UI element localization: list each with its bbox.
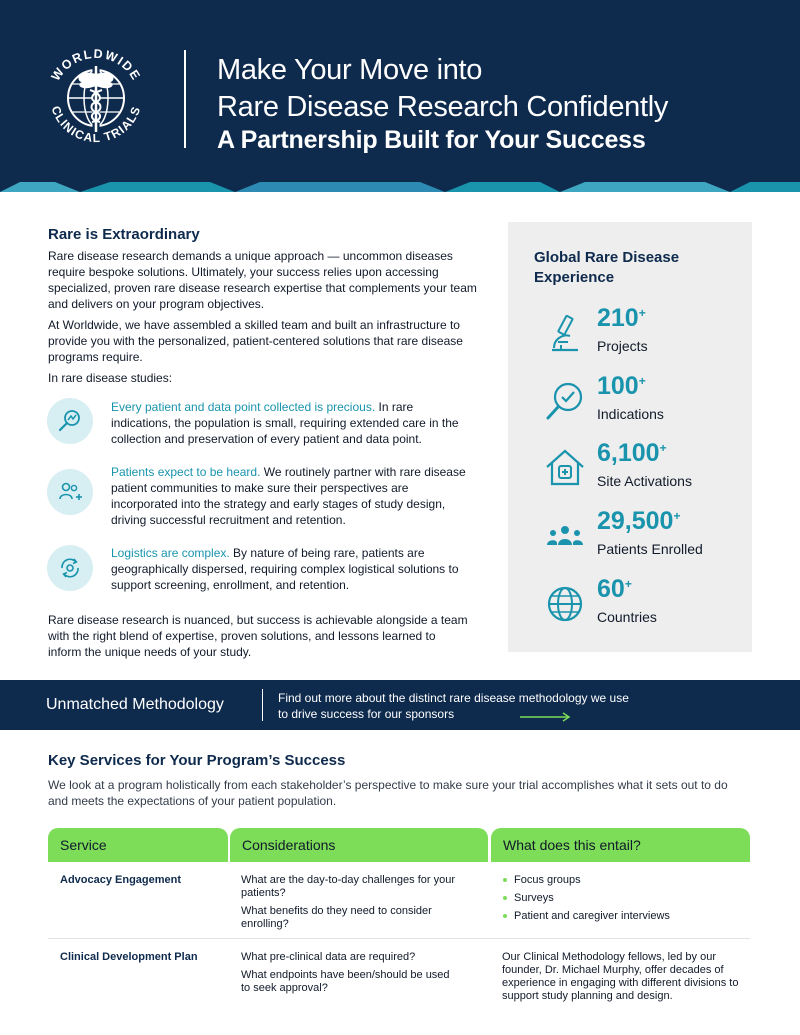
magnifier-chart-icon (47, 398, 93, 444)
bullet-2-text: We routinely partner with rare disease patient communities to make sure their perspectives are incorporated into the strategy and early stages of study design, driving successful recruitment and retention. (111, 465, 466, 527)
intro-paragraph-3: In rare disease studies: (48, 371, 173, 385)
stats-title: Global Rare Disease Experience (534, 249, 680, 286)
title-line-2: Rare Disease Research Confidently (217, 91, 669, 123)
row-2-consideration-1: What pre-clinical data are required? (241, 951, 416, 963)
stat-projects-label: Projects (597, 338, 648, 354)
row-1-considerations (241, 874, 461, 931)
stat-countries (508, 575, 752, 635)
page-subtitle: A Partnership Built for Your Success (217, 126, 646, 154)
stat-projects-value: 210+ (597, 304, 646, 332)
logistics-cycle-icon (47, 545, 93, 591)
table-row-divider (48, 938, 750, 939)
services-intro: We look at a program holistically from each stakeholder’s perspective to make sure your trial accomplishes what it sets out to do and meets the expectations of your patient population. (48, 778, 728, 808)
stat-site-activations (508, 439, 752, 499)
bullet-1-lead: Every patient and data point collected is precious. (111, 400, 376, 414)
title-line-1: Make Your Move into (217, 54, 483, 86)
bullet-3 (111, 545, 471, 593)
table-header-considerations: Considerations (230, 828, 488, 862)
stat-countries-label: Countries (597, 609, 657, 625)
page-header (0, 0, 800, 192)
bullet-1-text: In rare indications, the population is small, requiring extended care in the collection and preservation of every patient and data point. (111, 400, 459, 446)
stat-indications-value: 100+ (597, 372, 646, 400)
row-1-consideration-2: What benefits do they need to consider enrolling? (241, 905, 432, 930)
stat-patients-enrolled-label: Patients Enrolled (597, 541, 703, 557)
row-2-consideration-2: What endpoints have been/should be used to seek approval? (241, 969, 450, 994)
intro-closing: Rare disease research is nuanced, but success is achievable alongside a team with the right blend of expertise, proven solutions, and lessons learned to inform the unique needs of your study. (48, 613, 468, 659)
table-header-entail: What does this entail? (491, 828, 750, 862)
row-1-entail-list (502, 874, 742, 928)
intro-paragraph-1: Rare disease research demands a unique approach — uncommon diseases require bespoke solutions. Ultimately, your success relies upon accessing specialized, proven rare disease research expertise that complements your team and delivers on your program objectives. (48, 249, 477, 311)
microscope-icon (544, 312, 586, 354)
row-1-service: Advocacy Engagement (60, 874, 182, 886)
services-heading: Key Services for Your Program’s Success (48, 752, 346, 769)
stat-indications-label: Indications (597, 406, 664, 422)
bullet-3-lead: Logistics are complex. (111, 546, 230, 560)
magnifier-check-icon (544, 380, 586, 422)
stat-patients-enrolled (508, 507, 752, 567)
page-title (217, 52, 668, 126)
banner-divider (262, 689, 263, 721)
stat-projects (508, 304, 752, 364)
banner-title: Unmatched Methodology (46, 696, 224, 713)
methodology-banner[interactable] (0, 680, 800, 730)
medical-house-icon (544, 447, 586, 489)
arrow-right-icon[interactable] (520, 712, 572, 722)
bullet-2 (111, 464, 471, 528)
worldwide-logo (40, 38, 152, 158)
svg-text:CLINICAL TRIALS: CLINICAL TRIALS (48, 103, 144, 146)
bullet-3-text: By nature of being rare, patients are geographically dispersed, requiring complex logistical solutions to support screening, enrollment, and retention. (111, 546, 459, 592)
row-2-service: Clinical Development Plan (60, 951, 198, 963)
stat-site-activations-label: Site Activations (597, 473, 692, 489)
globe-icon (544, 583, 586, 625)
add-people-icon (47, 469, 93, 515)
svg-text:WORLDWIDE: WORLDWIDE (48, 46, 144, 84)
table-header-service: Service (48, 828, 228, 862)
list-item: Patient and caregiver interviews (502, 910, 742, 923)
header-divider (184, 50, 186, 148)
banner-link-text[interactable]: Find out more about the distinct rare disease methodology we use to drive success for our sponsors (278, 691, 629, 721)
stat-indications (508, 372, 752, 432)
stat-site-activations-value: 6,100+ (597, 439, 667, 467)
row-1-consideration-1: What are the day-to-day challenges for your patients? (241, 874, 456, 899)
bullet-1 (111, 399, 471, 447)
header-wave-decoration (0, 182, 800, 192)
list-item: Surveys (502, 892, 742, 905)
list-item: Focus groups (502, 874, 742, 887)
people-group-icon (544, 515, 586, 557)
stat-countries-value: 60+ (597, 575, 632, 603)
intro-heading: Rare is Extraordinary (48, 226, 200, 243)
stat-patients-enrolled-value: 29,500+ (597, 507, 681, 535)
stats-panel (508, 222, 752, 652)
row-2-considerations (241, 951, 461, 995)
intro-paragraph-2: At Worldwide, we have assembled a skilled team and built an infrastructure to provide you with the personalized, patient-centered solutions that rare disease programs require. (48, 318, 463, 364)
bullet-2-lead: Patients expect to be heard. (111, 465, 261, 479)
row-2-entail-text: Our Clinical Methodology fellows, led by our founder, Dr. Michael Murphy, offer decades of experience in engaging with different divisions to support study planning and design. (502, 951, 739, 1002)
